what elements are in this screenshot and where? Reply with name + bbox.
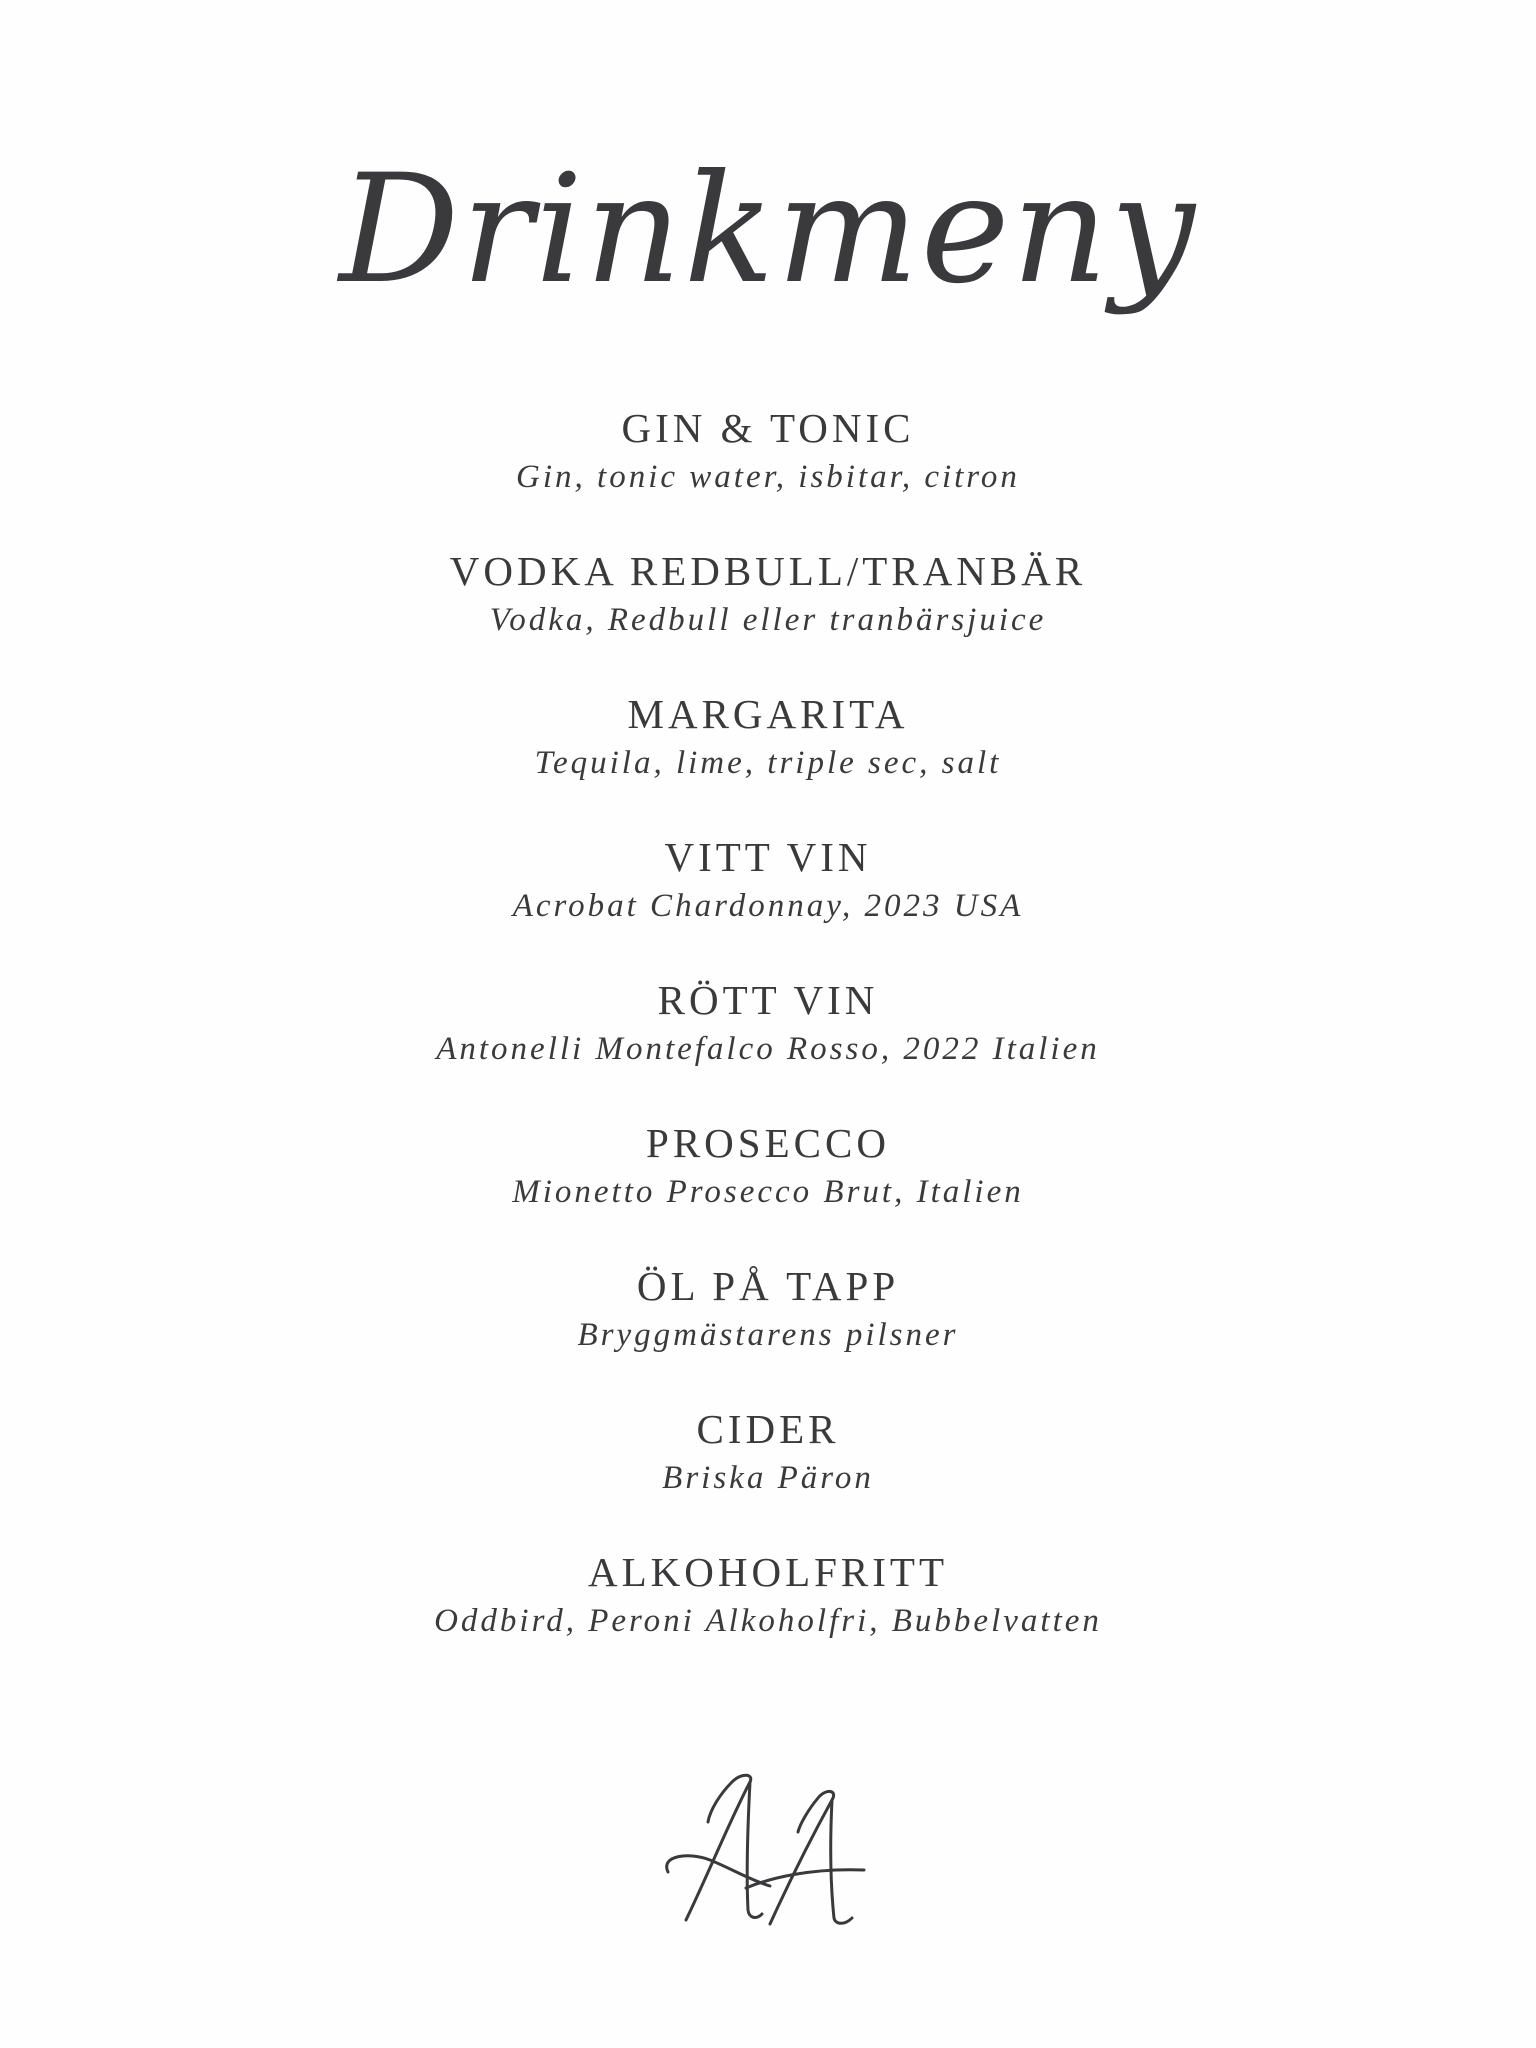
menu-item [0, 1403, 1536, 1546]
menu-item [0, 688, 1536, 831]
item-description: Gin, tonic water, isbitar, citron [516, 459, 1020, 495]
menu-item [0, 1546, 1536, 1689]
menu-title: Drinkmeny [339, 143, 1197, 317]
menu-item [0, 402, 1536, 545]
item-description: Tequila, lime, triple sec, salt [534, 745, 1002, 781]
item-description: Acrobat Chardonnay, 2023 USA [512, 888, 1024, 924]
item-description: Briska Päron [662, 1460, 874, 1496]
item-name: RÖTT VIN [657, 977, 879, 1023]
item-description: Bryggmästarens pilsner [577, 1317, 959, 1353]
item-description: Oddbird, Peroni Alkoholfri, Bubbelvatten [434, 1603, 1102, 1639]
item-name: GIN & TONIC [621, 405, 915, 451]
item-name: PROSECCO [646, 1120, 890, 1166]
menu-item [0, 1260, 1536, 1403]
menu-item [0, 545, 1536, 688]
item-name: ÖL PÅ TAPP [636, 1263, 900, 1309]
menu-item [0, 974, 1536, 1117]
item-description: Antonelli Montefalco Rosso, 2022 Italien [436, 1031, 1100, 1067]
item-name: MARGARITA [627, 691, 909, 737]
item-name: VODKA REDBULL/TRANBÄR [449, 548, 1087, 594]
item-name: ALKOHOLFRITT [587, 1549, 949, 1595]
item-name: VITT VIN [664, 834, 872, 880]
item-description: Vodka, Redbull eller tranbärsjuice [489, 602, 1047, 638]
item-description: Mionetto Prosecco Brut, Italien [512, 1174, 1024, 1210]
monogram-icon [650, 1760, 890, 1930]
item-name: CIDER [696, 1406, 840, 1452]
drink-list [0, 402, 1536, 1689]
menu-item [0, 1117, 1536, 1260]
menu-item [0, 831, 1536, 974]
